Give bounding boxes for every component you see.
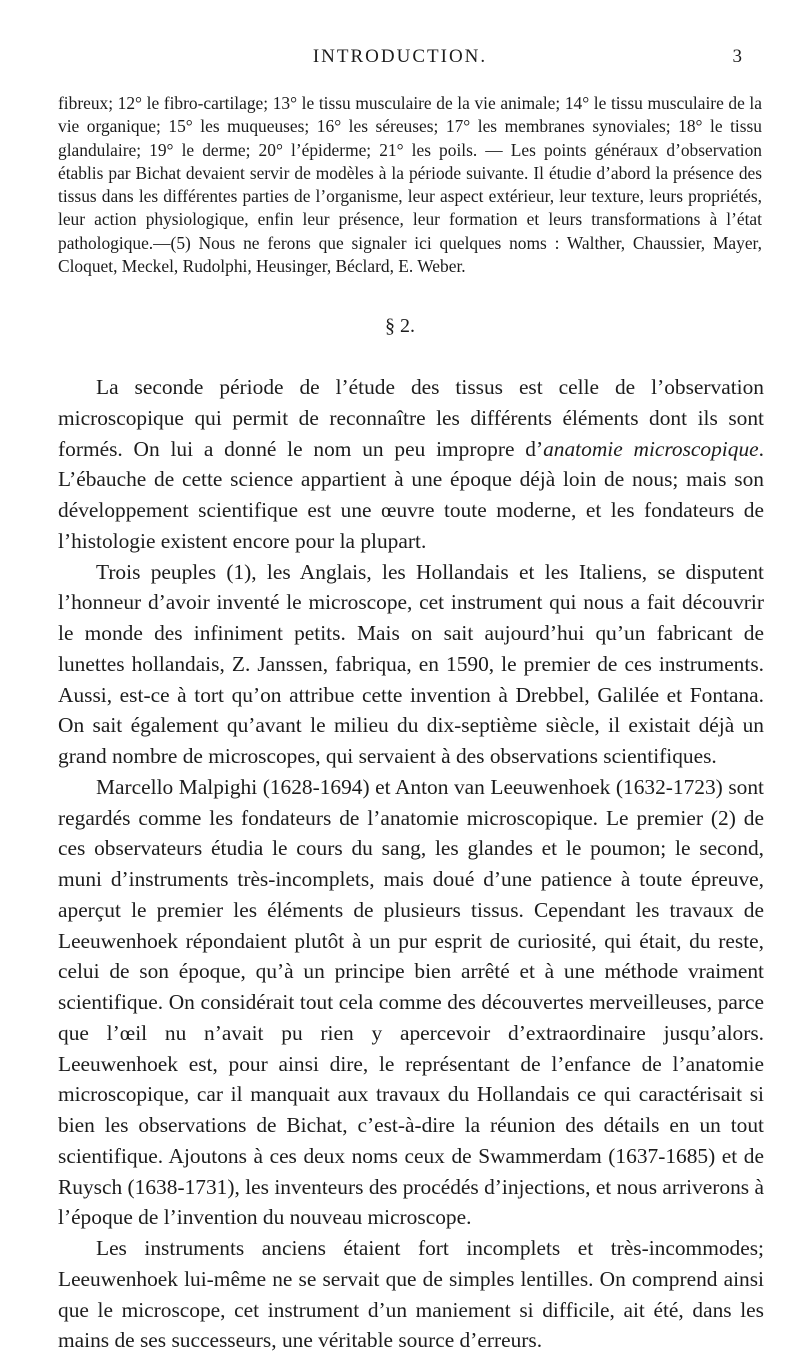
paragraph-1-emphasis: anatomie microscopique bbox=[543, 436, 759, 461]
running-header bbox=[0, 46, 800, 76]
paragraph-4: Les instruments anciens étaient fort incomplets et très-incommodes; Leeuwenhoek lui-même ne se servait que de simples lentilles. On comprend ainsi que le microscope, cet instrument d’un maniement si difficile, ait été, dans les mains de ses successeurs, une véritable source d’erreurs. bbox=[58, 1236, 764, 1353]
running-title: INTRODUCTION. bbox=[312, 46, 488, 67]
paragraph-1 bbox=[58, 372, 764, 557]
footnote-continuation bbox=[58, 92, 762, 278]
body-text bbox=[58, 372, 764, 1356]
paragraph-3: Marcello Malpighi (1628-1694) et Anton van Leeuwenhoek (1632-1723) sont regardés comme les fondateurs de l’anatomie microscopique. Le premier (2) de ces observateurs étudia le cours du sang, les glandes et le poumon; le second, muni d’instruments très-incomplets, mais doué d’une patience à toute épreuve, aperçut le premier les éléments de plusieurs tissus. Cependant les travaux de Leeuwenhoek répondaient plutôt à un pur esprit de curiosité, qui était, du reste, celui de son époque, qu’à un principe bien arrêté et à une méthode vraiment scientifique. On considérait tout cela comme des découvertes merveilleuses, parce que l’œil nu n’avait pu rien y apercevoir d’extraordinaire jusqu’alors. Leeuwenhoek est, pour ainsi dire, le représentant de l’enfance de l’anatomie microscopique, car il manquait aux travaux du Hollandais ce qui caractérisait si bien les observations de Bichat, c’est-à-dire la réunion des détails en un tout scientifique. Ajoutons à ces deux noms ceux de Swammerdam (1637-1685) et de Ruysch (1638-1731), les inventeurs des procédés d’injections, et nous arriverons à l’époque de l’invention du nouveau microscope. bbox=[58, 774, 764, 1230]
page-number: 3 bbox=[732, 46, 742, 67]
section-heading: § 2. bbox=[385, 315, 415, 337]
intro-paragraph: fibreux; 12° le fibro-cartilage; 13° le tissu musculaire de la vie animale; 14° le tissu musculaire de la vie organique; 15° les muqueuses; 16° les séreuses; 17° les membranes synoviales; 18° le tissu glandulaire; 19° le derme; 20° l’épiderme; 21° les poils. — Les points généraux d’observation établis par Bichat devaient servir de modèles à la période suivante. Il étudie d’abord la présence des tissus dans les différentes parties de l’organisme, leur aspect extérieur, leur texture, leurs propriétés, leur action physiologique, enfin leur présence, leur formation et leurs transformations à l’état pathologique.—(5) Nous ne ferons que signaler ici quelques noms : Walther, Chaussier, Mayer, Cloquet, Meckel, Rudolphi, Heusinger, Béclard, E. Weber. bbox=[58, 93, 762, 277]
paragraph-1-text-b: . L’ébauche de cette science appartient à une époque déjà loin de nous; mais son développement scientifique est une œuvre toute moderne, et les fondateurs de l’histologie existent encore pour la plupart. bbox=[58, 436, 764, 553]
paragraph-1-text-a: La seconde période de l’étude des tissus est celle de l’observation microscopique qui permit de reconnaître les différents éléments dont ils sont formés. On lui a donné le nom un peu impropre d’ bbox=[58, 375, 764, 461]
paragraph-2: Trois peuples (1), les Anglais, les Hollandais et les Italiens, se disputent l’honneur d’avoir inventé le microscope, cet instrument qui nous a fait découvrir le monde des infiniment petits. Mais on sait aujourd’hui qu’un fabricant de lunettes hollandais, Z. Janssen, fabriqua, en 1590, le premier de ces instruments. Aussi, est-ce à tort qu’on attribue cette invention à Drebbel, Galilée et Fontana. On sait également qu’avant le milieu du dix-septième siècle, il existait déjà un grand nombre de microscopes, qui servaient à des observations scientifiques. bbox=[58, 559, 764, 768]
